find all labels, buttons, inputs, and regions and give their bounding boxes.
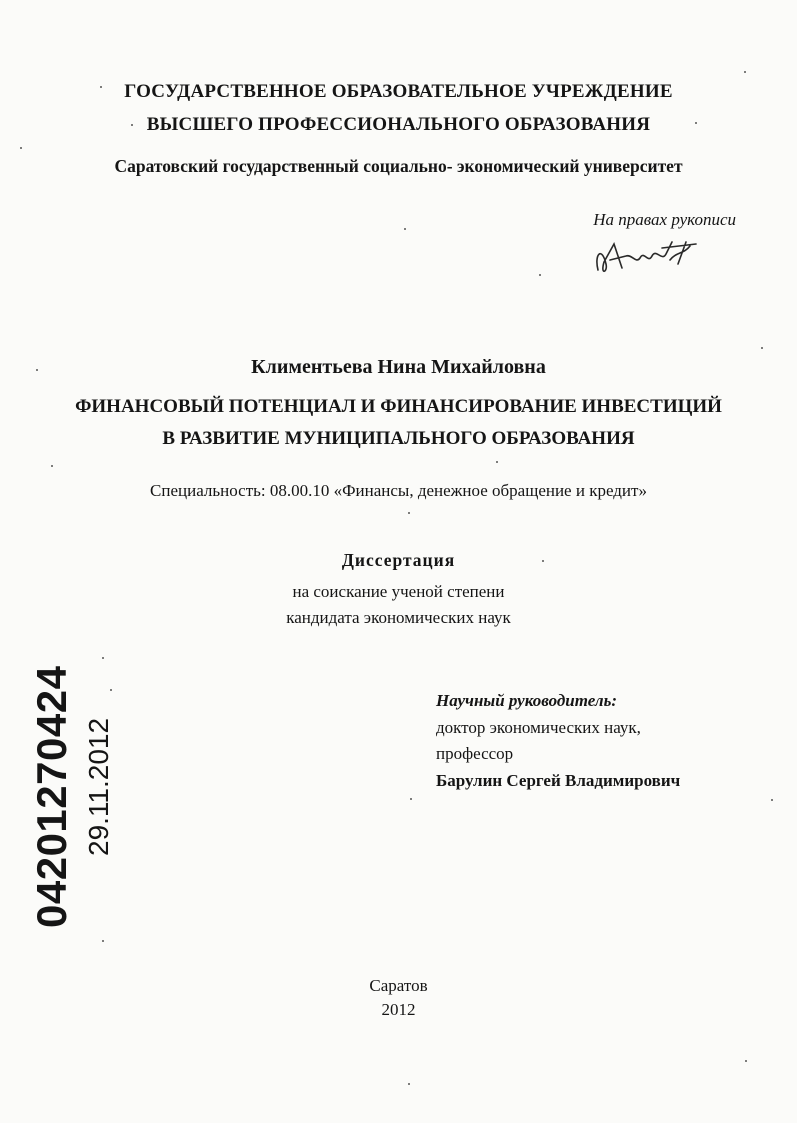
supervisor-name: Барулин Сергей Владимирович: [436, 771, 681, 790]
scan-speck: [496, 461, 498, 463]
specialty: Специальность: 08.00.10 «Финансы, денежное обращение и кредит»: [150, 481, 647, 500]
scan-speck: [744, 71, 746, 73]
degree-line-2: кандидата экономических наук: [286, 608, 511, 627]
scan-speck: [695, 122, 697, 124]
year: 2012: [381, 1000, 416, 1019]
scan-speck: [404, 228, 406, 230]
dissertation-title-line-1: ФИНАНСОВЫЙ ПОТЕНЦИАЛ И ФИНАНСИРОВАНИЕ ИНВЕСТИЦИЙ: [75, 396, 722, 417]
scan-speck: [110, 689, 112, 691]
scan-speck: [408, 512, 410, 514]
scan-speck: [745, 1060, 747, 1062]
institution-line-2: ВЫСШЕГО ПРОФЕССИОНАЛЬНОГО ОБРАЗОВАНИЯ: [146, 114, 651, 135]
scan-speck: [102, 940, 104, 942]
supervisor-degree: доктор экономических наук,: [436, 718, 641, 737]
scan-speck: [51, 465, 53, 467]
city: Саратов: [369, 976, 428, 995]
library-stamp: [28, 665, 114, 928]
dissertation-type: Диссертация: [341, 550, 456, 570]
dissertation-title-line-2: В РАЗВИТИЕ МУНИЦИПАЛЬНОГО ОБРАЗОВАНИЯ: [162, 428, 635, 449]
author-name: Климентьева Нина Михайловна: [251, 356, 546, 378]
scan-speck: [131, 124, 133, 126]
scan-speck: [410, 798, 412, 800]
supervisor-label: Научный руководитель:: [436, 691, 618, 710]
scan-speck: [771, 799, 773, 801]
university-name: Саратовский государственный социально- экономический университет: [114, 156, 683, 176]
scan-speck: [539, 274, 541, 276]
scan-speck: [542, 560, 544, 562]
scan-speck: [761, 347, 763, 349]
supervisor-rank: профессор: [436, 744, 514, 763]
institution-line-1: ГОСУДАРСТВЕННОЕ ОБРАЗОВАТЕЛЬНОЕ УЧРЕЖДЕНИЕ: [124, 81, 673, 102]
scan-speck: [36, 369, 38, 371]
manuscript-note: На правах рукописи: [593, 210, 736, 229]
stamp-date: 29.11.2012: [83, 717, 114, 856]
scan-speck: [20, 147, 22, 149]
signature-icon: [592, 234, 712, 280]
degree-line-1: на соискание ученой степени: [292, 582, 505, 601]
stamp-number: 04201270424: [28, 665, 75, 928]
scan-speck: [102, 657, 104, 659]
scan-speck: [408, 1083, 410, 1085]
scan-speck: [100, 86, 102, 88]
